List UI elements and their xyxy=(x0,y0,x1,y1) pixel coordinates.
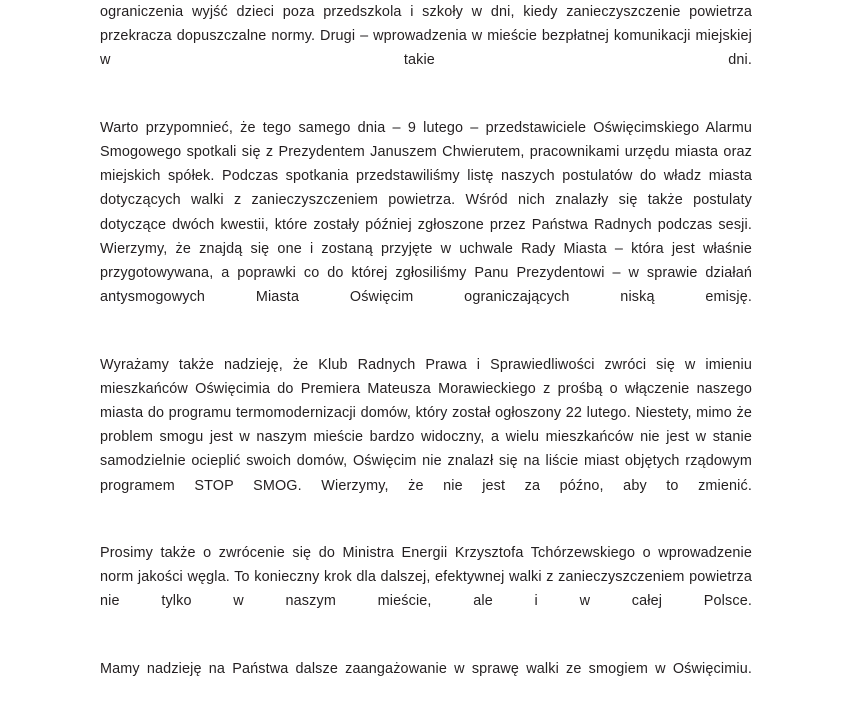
paragraph-5: Mamy nadzieję na Państwa dalsze zaangażowanie w sprawę walki ze smogiem w Oświęcimiu. xyxy=(100,660,752,677)
paragraph-4: Prosimy także o zwrócenie się do Ministra Energii Krzysztofa Tchórzewskiego o wprowadzenie norm jakości węgla. To konieczny krok dla dalszej, efektywnej walki z zanieczyszczeniem powietrza nie tylko w naszym mieście, ale i w całej Polsce. xyxy=(100,545,752,610)
paragraph-3: Wyrażamy także nadzieję, że Klub Radnych Prawa i Sprawiedliwości zwróci się w imieniu mieszkańców Oświęcimia do Premiera Mateusza Morawieckiego z prośbą o włączenie naszego miasta do programu termomodernizacji domów, który został ogłoszony 22 lutego. Niestety, mimo że problem smogu jest w naszym mieście bardzo widoczny, a wielu mieszkańców nie jest w stanie samodzielnie ocieplić swoich domów, Oświęcim nie znalazł się na liście miast objętych rządowym programem STOP SMOG. Wierzymy, że nie jest za późno, aby to zmienić. xyxy=(100,356,752,494)
paragraph-1: ograniczenia wyjść dzieci poza przedszkola i szkoły w dni, kiedy zanieczyszczenie powietrza przekracza dopuszczalne normy. Drugi – wprowadzenia w mieście bezpłatnej komunikacji miejskiej w takie dni. xyxy=(100,4,752,69)
document-body-text xyxy=(100,0,752,705)
paragraph-2: Warto przypomnieć, że tego samego dnia – 9 lutego – przedstawiciele Oświęcimskiego Alarmu Smogowego spotkali się z Prezydentem Januszem Chwierutem, pracownikami urzędu miasta oraz miejskich spółek. Podczas spotkania przedstawiliśmy listę naszych postulatów do władz miasta dotyczących walki z zanieczyszczeniem powietrza. Wśród nich znalazły się także postulaty dotyczące dwóch kwestii, które zostały później zgłoszone przez Państwa Radnych podczas sesji. Wierzymy, że znajdą się one i zostaną przyjęte w uchwale Rady Miasta – która jest właśnie przygotowywana, a poprawki co do której zgłosiliśmy Panu Prezydentowi – w sprawie działań antysmogowych Miasta Oświęcim ograniczających niską emisję. xyxy=(100,119,752,306)
